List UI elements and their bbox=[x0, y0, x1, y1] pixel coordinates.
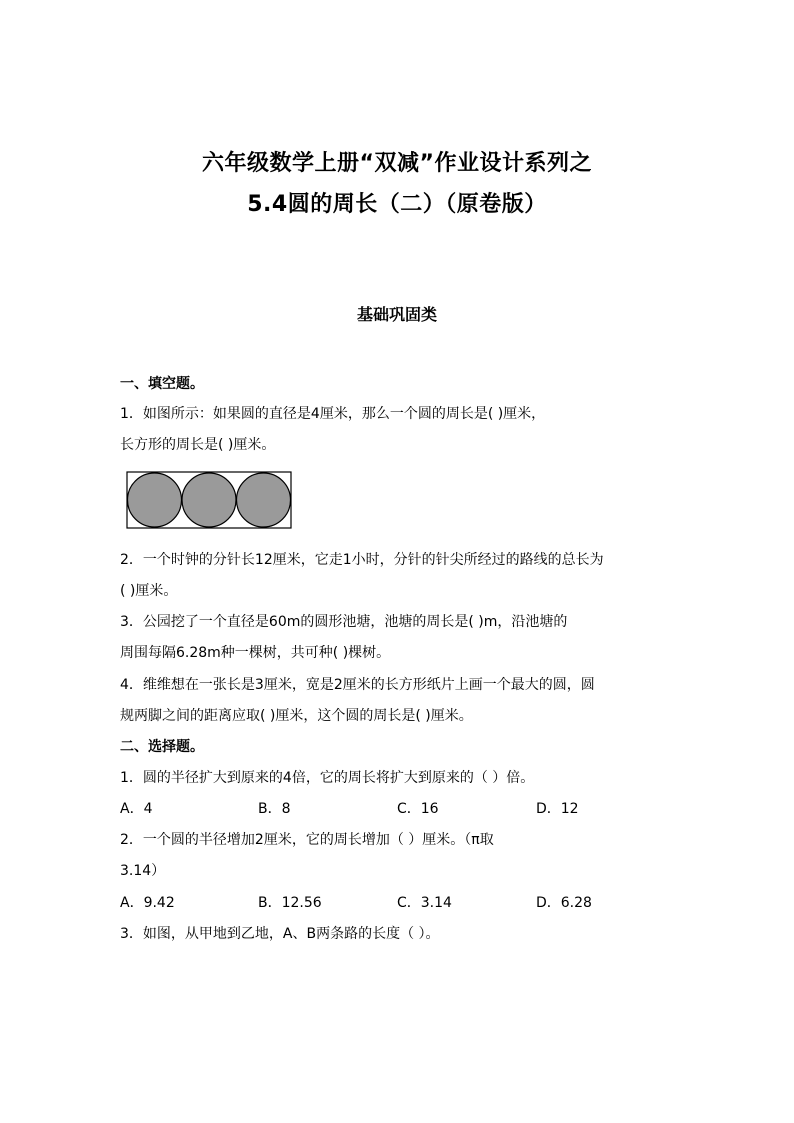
section-heading: 基础巩固类 bbox=[356, 305, 437, 324]
mc-q2-line-1: 2．一个圆的半径增加2厘米，它的周长增加（ ）厘米。（π取 bbox=[120, 832, 494, 848]
part2-heading: 二、选择题。 bbox=[120, 739, 204, 755]
q3-line-1: 3．公园挖了一个直径是60m的圆形池塘，池塘的周长是( )m，沿池塘的 bbox=[120, 614, 568, 630]
mc-q1-option-b: B．8 bbox=[258, 801, 291, 817]
mc-q3: 3．如图，从甲地到乙地，A、B两条路的长度（ ）。 bbox=[120, 926, 440, 942]
q1-line-2: 长方形的周长是( )厘米。 bbox=[120, 437, 276, 453]
mc-q1: 1．圆的半径扩大到原来的4倍，它的周长将扩大到原来的（ ）倍。 bbox=[120, 770, 535, 786]
circle-3 bbox=[237, 473, 291, 527]
circle-2 bbox=[182, 473, 236, 527]
mc-q2-option-a: A．9.42 bbox=[120, 895, 175, 911]
title-line-1: 六年级数学上册“双减”作业设计系列之 bbox=[202, 151, 592, 176]
q4-line-1: 4．维维想在一张长是3厘米，宽是2厘米的长方形纸片上画一个最大的圆，圆 bbox=[120, 677, 595, 693]
part1-heading: 一、填空题。 bbox=[120, 376, 204, 392]
circles-in-rectangle-figure bbox=[126, 471, 294, 531]
title-line-2: 5.4圆的周长（二）（原卷版） bbox=[247, 192, 547, 217]
q4-line-2: 规两脚之间的距离应取( )厘米，这个圆的周长是( )厘米。 bbox=[120, 708, 473, 724]
mc-q2-option-b: B．12.56 bbox=[258, 895, 322, 911]
mc-q2-line-2: 3.14） bbox=[120, 863, 166, 879]
mc-q1-option-d: D．12 bbox=[536, 801, 579, 817]
mc-q1-option-a: A．4 bbox=[120, 801, 153, 817]
q3-line-2: 周围每隔6.28m种一棵树，共可种( )棵树。 bbox=[120, 645, 391, 661]
mc-q1-option-c: C．16 bbox=[397, 801, 439, 817]
mc-q2-option-d: D．6.28 bbox=[536, 895, 592, 911]
q2-line-2: ( )厘米。 bbox=[120, 583, 178, 599]
q1-line-1: 1．如图所示：如果圆的直径是4厘米，那么一个圆的周长是( )厘米， bbox=[120, 406, 546, 422]
q2-line-1: 2．一个时钟的分针长12厘米，它走1小时，分针的针尖所经过的路线的总长为 bbox=[120, 552, 604, 568]
circle-1 bbox=[128, 473, 182, 527]
mc-q2-option-c: C．3.14 bbox=[397, 895, 452, 911]
